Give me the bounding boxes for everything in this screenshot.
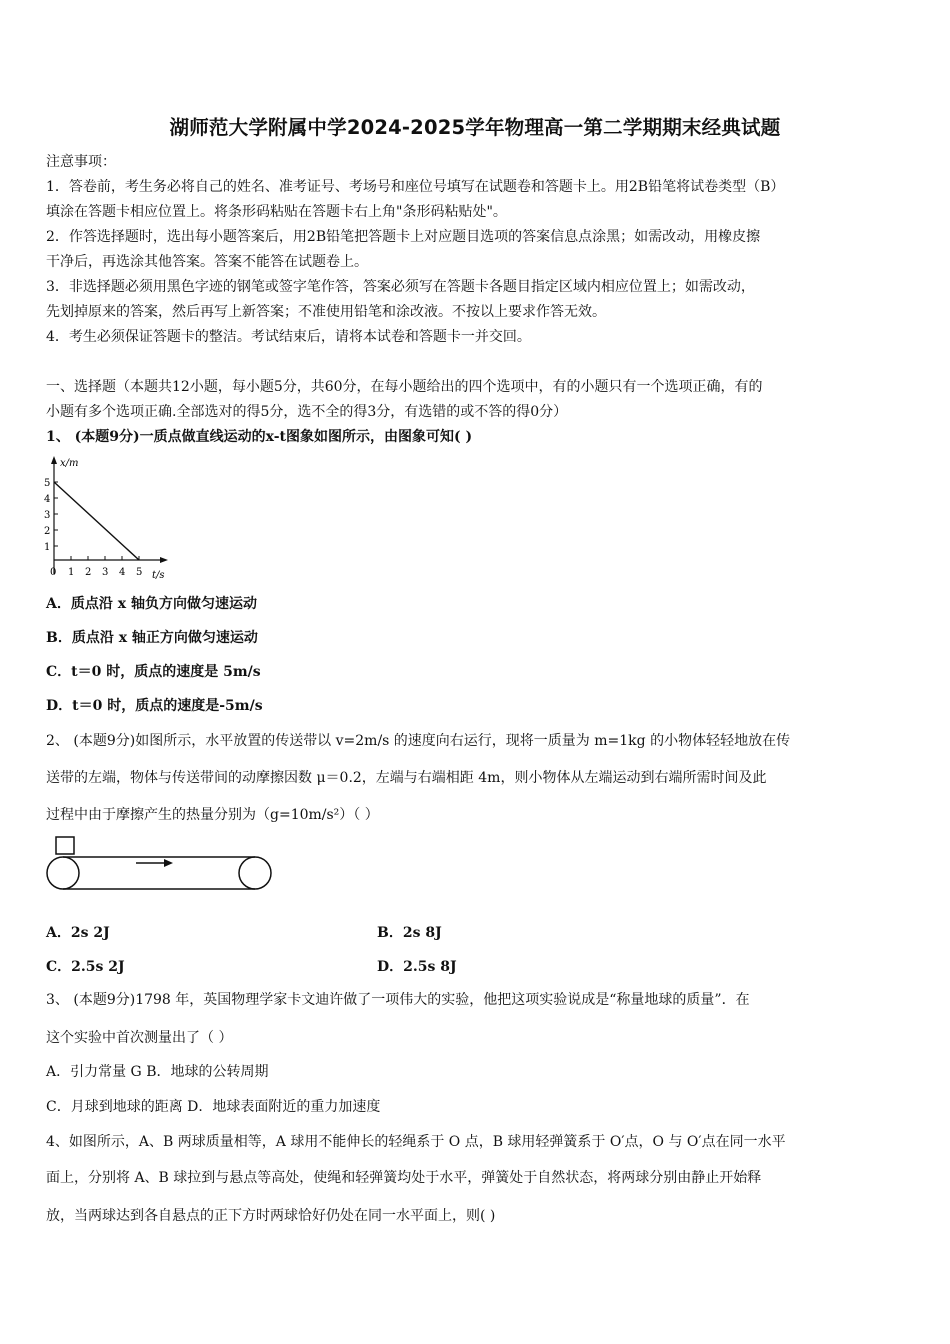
x-tick-label: 3 — [102, 567, 109, 578]
section-heading: 小题有多个选项正确.全部选对的得5分，选不全的得3分，有选错的或不答的得0分） — [46, 404, 568, 420]
q3-options-row: C．月球到地球的距离 D．地球表面附近的重力加速度 — [46, 1099, 381, 1115]
q2-stem-line: 2、 (本题9分)如图所示，水平放置的传送带以 v=2m/s 的速度向右运行，现将一质量为 m=1kg 的小物体轻轻地放在传 — [46, 733, 791, 749]
x-tick-label: 4 — [119, 567, 126, 578]
small-block — [56, 837, 74, 854]
q1-option-d: D．t＝0 时，质点的速度是-5m/s — [46, 698, 263, 714]
x-tick-label: 1 — [68, 567, 75, 578]
x-axis-label: t/s — [152, 570, 165, 581]
notice-line: 1．答卷前，考生务必将自己的姓名、准考证号、考场号和座位号填写在试题卷和答题卡上。用2B铅笔将试卷类型（B） — [46, 179, 785, 195]
q3-options-row: A．引力常量 G B．地球的公转周期 — [46, 1064, 269, 1080]
notice-line: 填涂在答题卡相应位置上。将条形码粘贴在答题卡右上角"条形码粘贴处"。 — [46, 204, 507, 220]
conveyor-belt-diagram — [42, 834, 278, 894]
x-tick-label: 2 — [85, 567, 92, 578]
q3-stem-line: 这个实验中首次测量出了（ ） — [46, 1030, 233, 1046]
q4-stem-line: 放，当两球达到各自悬点的正下方时两球恰好仍处在同一水平面上，则( ) — [46, 1208, 496, 1224]
q2-option-d: D．2.5s 8J — [377, 959, 457, 975]
notice-line: 干净后，再选涂其他答案。答案不能答在试题卷上。 — [46, 254, 368, 270]
q3-stem-line: 3、 (本题9分)1798 年，英国物理学家卡文迪许做了一项伟大的实验，他把这项实验说成是“称量地球的质量”．在 — [46, 992, 750, 1008]
y-tick-label: 5 — [44, 478, 51, 489]
xt-line — [54, 482, 139, 560]
y-axis-label: x/m — [60, 458, 79, 469]
notice-line: 先划掉原来的答案，然后再写上新答案；不准使用铅笔和涂改液。不按以上要求作答无效。 — [46, 304, 606, 320]
notice-line: 3．非选择题必须用黑色字迹的钢笔或签字笔作答，答案必须写在答题卡各题目指定区域内相应位置上；如需改动， — [46, 279, 755, 295]
x-tick-label: 0 — [50, 567, 57, 578]
y-tick-label: 2 — [44, 526, 51, 537]
section-heading: 一、选择题（本题共12小题，每小题5分，共60分，在每小题给出的四个选项中，有的小题只有一个选项正确，有的 — [46, 379, 763, 395]
q2-option-c: C．2.5s 2J — [46, 959, 125, 975]
right-pulley — [239, 857, 271, 889]
notice-line: 2．作答选择题时，选出每小题答案后，用2B铅笔把答题卡上对应题目选项的答案信息点涂黑；如需改动，用橡皮擦 — [46, 229, 761, 245]
y-tick-label: 4 — [44, 494, 51, 505]
q2-option-a: A．2s 2J — [46, 925, 110, 941]
q4-stem-line: 4、如图所示，A、B 两球质量相等，A 球用不能伸长的轻绳系于 O 点，B 球用轻弹簧系于 O′点，O 与 O′点在同一水平 — [46, 1134, 786, 1150]
q1-option-a: A．质点沿 x 轴负方向做匀速运动 — [46, 596, 257, 612]
q2-option-b: B．2s 8J — [377, 925, 442, 941]
q1-option-c: C．t＝0 时，质点的速度是 5m/s — [46, 664, 261, 680]
notice-line: 4．考生必须保证答题卡的整洁。考试结束后，请将本试卷和答题卡一并交回。 — [46, 329, 531, 345]
x-tick-label: 5 — [136, 567, 143, 578]
q2-stem-line: 过程中由于摩擦产生的热量分别为（g=10m/s²）（ ） — [46, 807, 379, 823]
q1-xt-graph — [40, 452, 180, 584]
y-tick-label: 1 — [44, 542, 51, 553]
notice-heading: 注意事项： — [46, 154, 116, 170]
page-title: 湖师范大学附属中学2024-2025学年物理高一第二学期期末经典试题 — [169, 116, 781, 139]
q2-stem-line: 送带的左端，物体与传送带间的动摩擦因数 μ＝0.2，左端与右端相距 4m，则小物体从左端运动到右端所需时间及此 — [46, 770, 767, 786]
q1-stem: 1、 (本题9分)一质点做直线运动的x-t图象如图所示，由图象可知( ) — [46, 429, 473, 445]
q4-stem-line: 面上，分别将 A、B 球拉到与悬点等高处，使绳和轻弹簧均处于水平，弹簧处于自然状态，将两球分别由静止开始释 — [46, 1170, 762, 1186]
y-tick-label: 3 — [44, 510, 51, 521]
left-pulley — [47, 857, 79, 889]
q1-option-b: B．质点沿 x 轴正方向做匀速运动 — [46, 630, 258, 646]
